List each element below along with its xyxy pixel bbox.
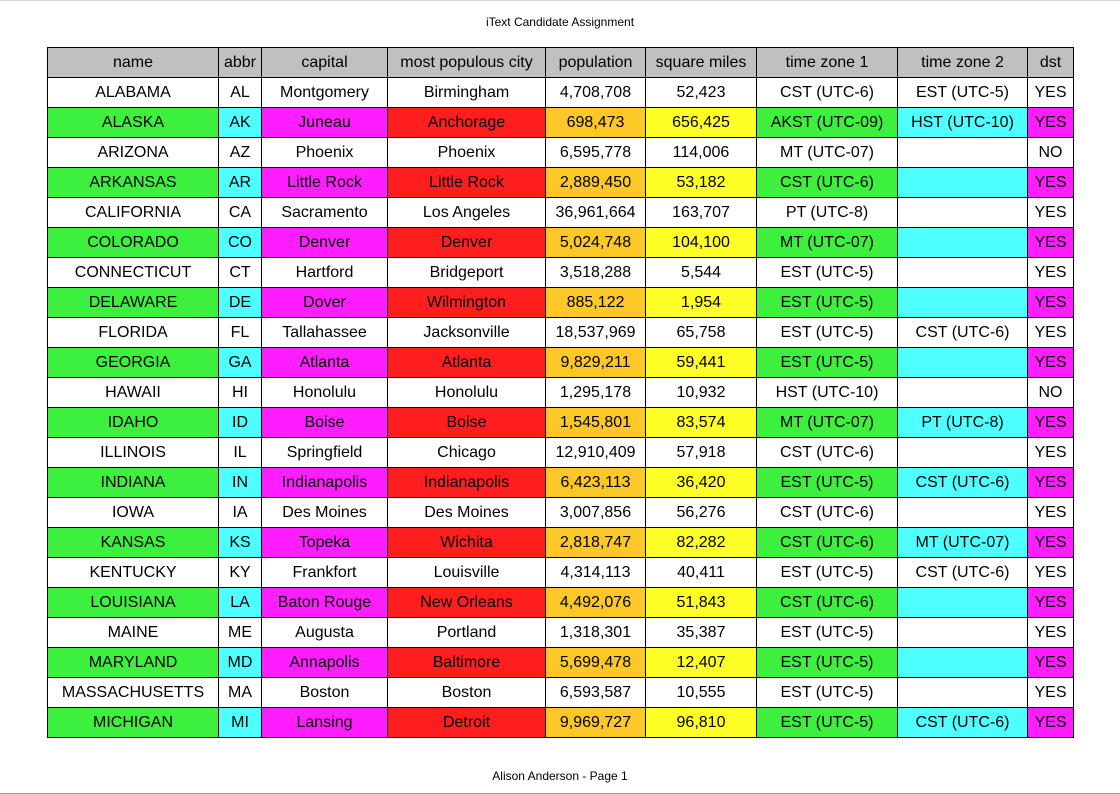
cell-population: 4,314,113 [546,558,646,588]
cell-capital: Boston [262,678,388,708]
cell-city: Denver [388,228,546,258]
cell-dst: YES [1028,288,1074,318]
cell-population: 6,423,113 [546,468,646,498]
cell-population: 4,708,708 [546,78,646,108]
cell-capital: Tallahassee [262,318,388,348]
column-header-abbr: abbr [219,48,262,78]
cell-abbr: DE [219,288,262,318]
table-row [48,288,1074,318]
cell-tz2 [898,648,1028,678]
cell-capital: Topeka [262,528,388,558]
cell-name: IOWA [48,498,219,528]
cell-tz2 [898,378,1028,408]
cell-name: CALIFORNIA [48,198,219,228]
cell-city: Detroit [388,708,546,738]
cell-dst: NO [1028,138,1074,168]
cell-area: 114,006 [646,138,757,168]
cell-area: 59,441 [646,348,757,378]
cell-capital: Denver [262,228,388,258]
cell-dst: YES [1028,588,1074,618]
cell-city: Boston [388,678,546,708]
cell-area: 57,918 [646,438,757,468]
cell-population: 1,295,178 [546,378,646,408]
cell-tz1: EST (UTC-5) [757,348,898,378]
cell-abbr: AZ [219,138,262,168]
cell-dst: YES [1028,168,1074,198]
cell-tz2: MT (UTC-07) [898,528,1028,558]
table-header-row [48,48,1074,78]
column-header-tz2: time zone 2 [898,48,1028,78]
cell-name: KENTUCKY [48,558,219,588]
table-row [48,618,1074,648]
cell-tz1: EST (UTC-5) [757,708,898,738]
table-row [48,228,1074,258]
column-header-area: square miles [646,48,757,78]
cell-capital: Boise [262,408,388,438]
cell-dst: YES [1028,228,1074,258]
cell-abbr: ME [219,618,262,648]
cell-city: Los Angeles [388,198,546,228]
cell-population: 18,537,969 [546,318,646,348]
cell-abbr: CA [219,198,262,228]
cell-city: Jacksonville [388,318,546,348]
cell-name: MICHIGAN [48,708,219,738]
cell-tz1: CST (UTC-6) [757,438,898,468]
cell-tz2 [898,228,1028,258]
cell-population: 9,969,727 [546,708,646,738]
cell-city: Louisville [388,558,546,588]
cell-tz1: PT (UTC-8) [757,198,898,228]
cell-abbr: MI [219,708,262,738]
cell-tz2: CST (UTC-6) [898,468,1028,498]
cell-tz1: EST (UTC-5) [757,648,898,678]
cell-tz2 [898,288,1028,318]
cell-dst: YES [1028,648,1074,678]
document-footer: Alison Anderson - Page 1 [492,769,628,783]
cell-abbr: ID [219,408,262,438]
cell-dst: YES [1028,258,1074,288]
cell-tz2: CST (UTC-6) [898,558,1028,588]
cell-abbr: MD [219,648,262,678]
table-row [48,438,1074,468]
table-row [48,408,1074,438]
cell-abbr: AK [219,108,262,138]
cell-abbr: CT [219,258,262,288]
cell-abbr: FL [219,318,262,348]
table-row [48,168,1074,198]
table-row [48,378,1074,408]
cell-tz1: MT (UTC-07) [757,228,898,258]
cell-population: 5,024,748 [546,228,646,258]
cell-abbr: HI [219,378,262,408]
cell-city: Anchorage [388,108,546,138]
column-header-dst: dst [1028,48,1074,78]
cell-tz2: CST (UTC-6) [898,318,1028,348]
cell-tz1: EST (UTC-5) [757,678,898,708]
cell-capital: Sacramento [262,198,388,228]
cell-tz2: HST (UTC-10) [898,108,1028,138]
cell-capital: Hartford [262,258,388,288]
cell-capital: Annapolis [262,648,388,678]
cell-population: 6,595,778 [546,138,646,168]
cell-name: MAINE [48,618,219,648]
cell-tz1: MT (UTC-07) [757,408,898,438]
cell-tz1: CST (UTC-6) [757,528,898,558]
cell-dst: YES [1028,558,1074,588]
cell-name: HAWAII [48,378,219,408]
cell-capital: Lansing [262,708,388,738]
page-top-border [0,0,1120,1]
cell-dst: YES [1028,678,1074,708]
cell-population: 3,007,856 [546,498,646,528]
cell-abbr: AL [219,78,262,108]
cell-tz2 [898,678,1028,708]
table-row [48,498,1074,528]
cell-dst: YES [1028,618,1074,648]
cell-area: 12,407 [646,648,757,678]
cell-tz1: HST (UTC-10) [757,378,898,408]
cell-tz1: CST (UTC-6) [757,168,898,198]
cell-tz2 [898,198,1028,228]
cell-name: DELAWARE [48,288,219,318]
cell-name: ARKANSAS [48,168,219,198]
cell-dst: YES [1028,198,1074,228]
cell-area: 53,182 [646,168,757,198]
cell-capital: Montgomery [262,78,388,108]
cell-abbr: CO [219,228,262,258]
cell-area: 52,423 [646,78,757,108]
table-row [48,198,1074,228]
cell-population: 3,518,288 [546,258,646,288]
cell-abbr: AR [219,168,262,198]
cell-population: 5,699,478 [546,648,646,678]
cell-tz2: CST (UTC-6) [898,708,1028,738]
cell-population: 4,492,076 [546,588,646,618]
cell-abbr: KY [219,558,262,588]
cell-tz1: CST (UTC-6) [757,588,898,618]
cell-tz2 [898,498,1028,528]
cell-city: Wilmington [388,288,546,318]
cell-tz2 [898,348,1028,378]
table-row [48,318,1074,348]
cell-name: IDAHO [48,408,219,438]
cell-area: 10,555 [646,678,757,708]
table-row [48,138,1074,168]
cell-capital: Des Moines [262,498,388,528]
cell-capital: Springfield [262,438,388,468]
cell-dst: YES [1028,108,1074,138]
table-row [48,108,1074,138]
cell-population: 2,818,747 [546,528,646,558]
table-row [48,258,1074,288]
cell-city: Boise [388,408,546,438]
cell-city: Des Moines [388,498,546,528]
column-header-capital: capital [262,48,388,78]
column-header-tz1: time zone 1 [757,48,898,78]
cell-name: ALASKA [48,108,219,138]
cell-dst: YES [1028,348,1074,378]
cell-city: Baltimore [388,648,546,678]
cell-name: COLORADO [48,228,219,258]
cell-capital: Dover [262,288,388,318]
cell-population: 9,829,211 [546,348,646,378]
cell-capital: Atlanta [262,348,388,378]
cell-tz1: EST (UTC-5) [757,558,898,588]
cell-population: 1,318,301 [546,618,646,648]
cell-area: 36,420 [646,468,757,498]
cell-city: Birmingham [388,78,546,108]
cell-population: 885,122 [546,288,646,318]
cell-tz2 [898,618,1028,648]
cell-tz1: EST (UTC-5) [757,258,898,288]
cell-population: 6,593,587 [546,678,646,708]
cell-name: GEORGIA [48,348,219,378]
table-row [48,588,1074,618]
cell-population: 12,910,409 [546,438,646,468]
column-header-name: name [48,48,219,78]
cell-capital: Indianapolis [262,468,388,498]
cell-tz2: EST (UTC-5) [898,78,1028,108]
table-row [48,678,1074,708]
cell-area: 163,707 [646,198,757,228]
cell-tz2 [898,438,1028,468]
cell-tz1: CST (UTC-6) [757,498,898,528]
cell-name: CONNECTICUT [48,258,219,288]
cell-tz1: EST (UTC-5) [757,318,898,348]
cell-area: 10,932 [646,378,757,408]
cell-name: ILLINOIS [48,438,219,468]
cell-dst: YES [1028,528,1074,558]
cell-name: INDIANA [48,468,219,498]
cell-city: Chicago [388,438,546,468]
cell-population: 698,473 [546,108,646,138]
cell-abbr: LA [219,588,262,618]
cell-capital: Juneau [262,108,388,138]
cell-tz1: MT (UTC-07) [757,138,898,168]
cell-city: Atlanta [388,348,546,378]
cell-dst: YES [1028,438,1074,468]
cell-dst: YES [1028,708,1074,738]
cell-abbr: IN [219,468,262,498]
cell-tz1: EST (UTC-5) [757,468,898,498]
cell-name: FLORIDA [48,318,219,348]
cell-area: 40,411 [646,558,757,588]
cell-name: MARYLAND [48,648,219,678]
cell-population: 1,545,801 [546,408,646,438]
cell-city: Wichita [388,528,546,558]
cell-abbr: IA [219,498,262,528]
cell-area: 65,758 [646,318,757,348]
cell-area: 35,387 [646,618,757,648]
cell-population: 36,961,664 [546,198,646,228]
cell-tz2 [898,588,1028,618]
cell-dst: YES [1028,318,1074,348]
cell-dst: YES [1028,78,1074,108]
cell-area: 104,100 [646,228,757,258]
table-row [48,348,1074,378]
cell-capital: Honolulu [262,378,388,408]
cell-city: Indianapolis [388,468,546,498]
cell-dst: NO [1028,378,1074,408]
states-table [47,47,1074,738]
table-row [48,468,1074,498]
cell-name: ARIZONA [48,138,219,168]
table-row [48,648,1074,678]
cell-area: 51,843 [646,588,757,618]
cell-capital: Baton Rouge [262,588,388,618]
table-row [48,558,1074,588]
cell-name: LOUISIANA [48,588,219,618]
cell-city: Bridgeport [388,258,546,288]
column-header-population: population [546,48,646,78]
cell-dst: YES [1028,498,1074,528]
cell-abbr: MA [219,678,262,708]
table-row [48,528,1074,558]
cell-area: 56,276 [646,498,757,528]
cell-area: 656,425 [646,108,757,138]
cell-area: 83,574 [646,408,757,438]
cell-tz2 [898,258,1028,288]
cell-abbr: GA [219,348,262,378]
cell-city: Honolulu [388,378,546,408]
cell-population: 2,889,450 [546,168,646,198]
cell-name: KANSAS [48,528,219,558]
cell-capital: Little Rock [262,168,388,198]
cell-city: New Orleans [388,588,546,618]
cell-abbr: IL [219,438,262,468]
cell-tz2 [898,168,1028,198]
cell-area: 82,282 [646,528,757,558]
cell-capital: Frankfort [262,558,388,588]
cell-capital: Augusta [262,618,388,648]
table-body [48,78,1074,738]
cell-tz2 [898,138,1028,168]
cell-tz1: AKST (UTC-09) [757,108,898,138]
cell-area: 1,954 [646,288,757,318]
cell-abbr: KS [219,528,262,558]
cell-tz1: EST (UTC-5) [757,288,898,318]
cell-capital: Phoenix [262,138,388,168]
cell-city: Portland [388,618,546,648]
cell-tz1: CST (UTC-6) [757,78,898,108]
cell-name: ALABAMA [48,78,219,108]
table-row [48,708,1074,738]
table-row [48,78,1074,108]
cell-dst: YES [1028,468,1074,498]
cell-tz1: EST (UTC-5) [757,618,898,648]
cell-area: 5,544 [646,258,757,288]
cell-area: 96,810 [646,708,757,738]
cell-city: Phoenix [388,138,546,168]
cell-tz2: PT (UTC-8) [898,408,1028,438]
column-header-city: most populous city [388,48,546,78]
cell-city: Little Rock [388,168,546,198]
cell-name: MASSACHUSETTS [48,678,219,708]
document-title: iText Candidate Assignment [485,15,635,29]
cell-dst: YES [1028,408,1074,438]
